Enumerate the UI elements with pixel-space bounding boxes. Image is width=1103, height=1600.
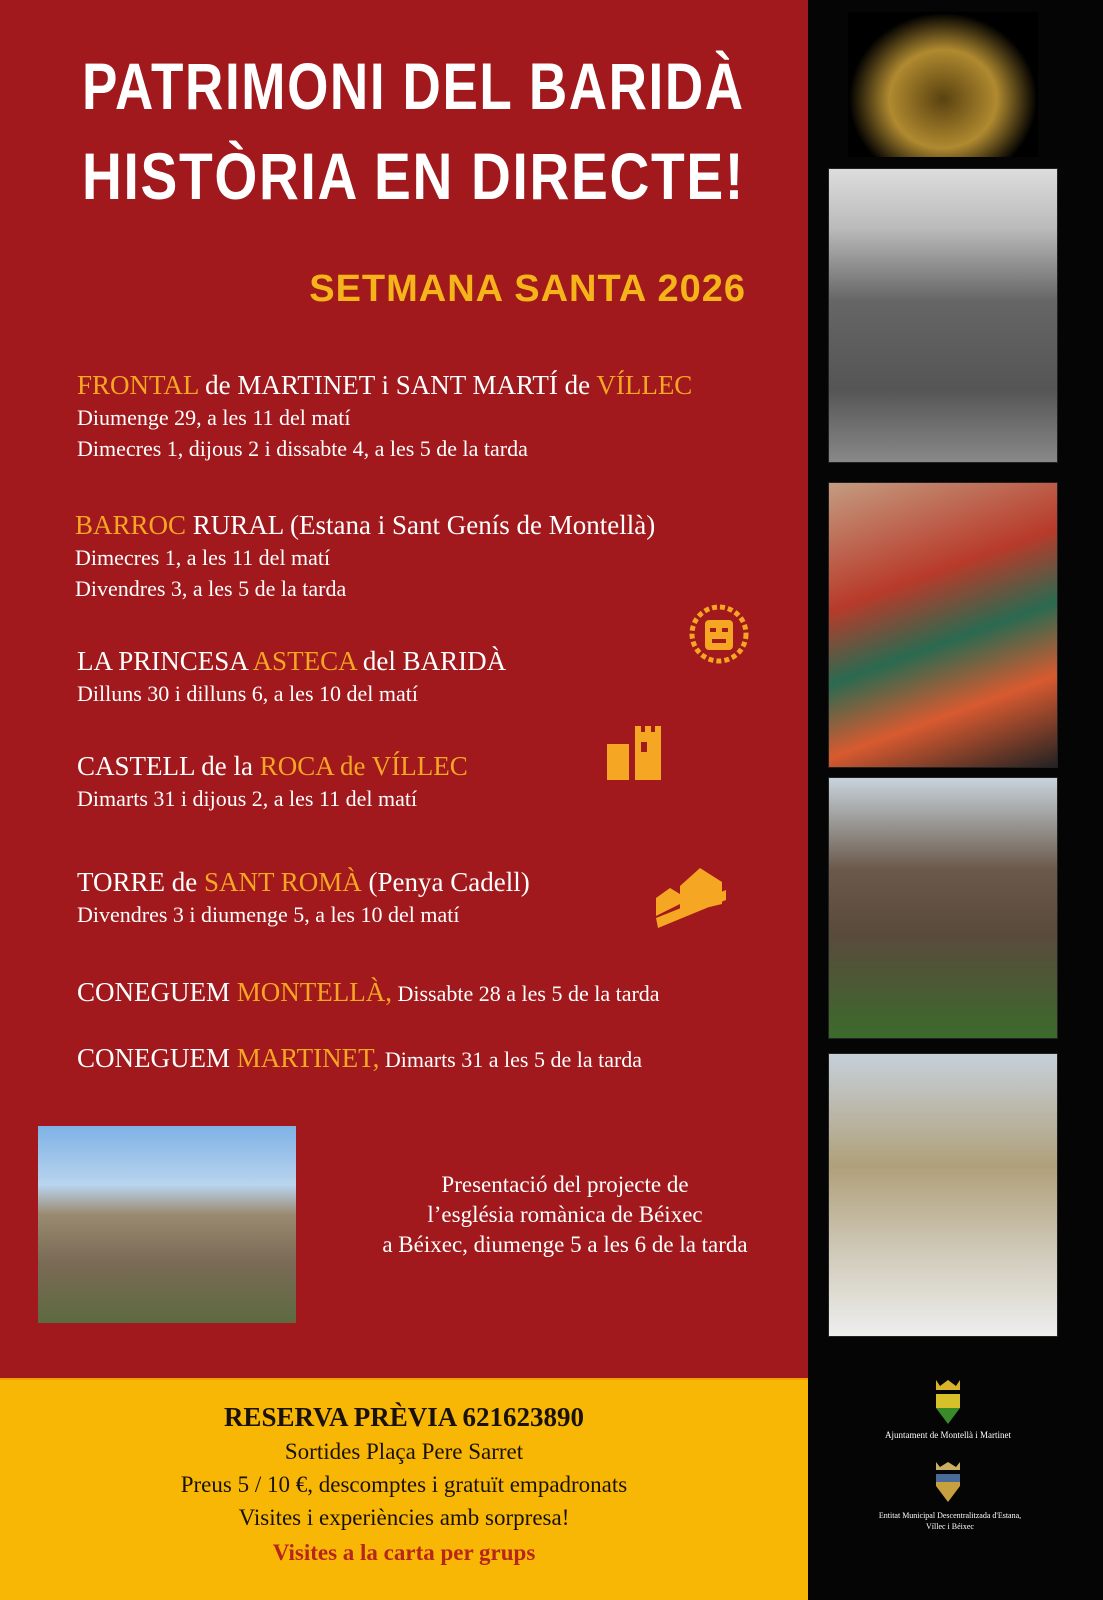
event-item — [77, 644, 506, 709]
surprise-text: Visites i experiències amb sorpresa! — [238, 1505, 570, 1530]
event-title-part: FRONTAL — [77, 370, 199, 400]
event-title-part: MONTELLÀ, — [236, 977, 392, 1007]
event-date: Divendres 3, a les 5 de la tarda — [75, 576, 347, 601]
beixec-church-photo — [38, 1126, 296, 1323]
title-line-1: PATRIMONI DEL BARIDÀ — [82, 49, 745, 123]
event-date: Dilluns 30 i dilluns 6, a les 10 del matí — [77, 681, 418, 706]
aztec-mask-icon — [688, 604, 750, 664]
presentation-text — [330, 1170, 800, 1260]
meeting-point: Sortides Plaça Pere Sarret — [284, 1439, 524, 1464]
event-title-part: de MARTINET i SANT MARTÍ de — [198, 370, 597, 400]
prices: Preus 5 / 10 €, descomptes i gratuït empadronats — [180, 1472, 628, 1497]
subtitle: SETMANA SANTA 2026 — [309, 268, 746, 310]
presentation-line: Presentació del projecte de — [441, 1172, 689, 1197]
stone-arch-photo — [828, 777, 1058, 1039]
event-title-part: MARTINET, — [236, 1043, 380, 1073]
event-title-part: (Penya Cadell) — [361, 867, 530, 897]
event-title-part: ROCA de VÍLLEC — [259, 751, 468, 781]
event-date: Divendres 3 i diumenge 5, a les 10 del matí — [77, 902, 460, 927]
event-title — [77, 975, 660, 1009]
event-title-part: CASTELL de la — [77, 751, 260, 781]
emd-coat-of-arms-icon — [930, 1460, 966, 1504]
event-item — [77, 749, 468, 814]
emd-logo-text: Entitat Municipal Descentralitzada d'Estana, Víllec i Béixec — [878, 1511, 1022, 1531]
event-title-part: VÍLLEC — [596, 370, 693, 400]
event-title-part: TORRE de — [77, 867, 204, 897]
event-date: Dimecres 1, dijous 2 i dissabte 4, a les 5 de la tarda — [77, 436, 528, 461]
event-title-part: CONEGUEM — [77, 977, 237, 1007]
event-item — [77, 975, 660, 1009]
chapel-altar-photo — [828, 1053, 1058, 1337]
event-date: Dissabte 28 a les 5 de la tarda — [391, 981, 660, 1006]
ajuntament-logo-text: Ajuntament de Montellà i Martinet — [885, 1430, 1011, 1440]
event-title — [75, 508, 655, 542]
event-date: Diumenge 29, a les 11 del matí — [77, 405, 351, 430]
event-item — [77, 865, 530, 930]
painting-restoration-photo — [828, 482, 1058, 768]
event-title — [77, 1041, 642, 1075]
event-title-part: ASTECA — [252, 646, 357, 676]
romanesque-church-photo — [828, 168, 1058, 463]
event-item — [77, 368, 692, 464]
event-date: Dimecres 1, a les 11 del matí — [75, 545, 331, 570]
castle-icon — [605, 722, 667, 782]
event-item — [77, 1041, 642, 1075]
presentation-line: a Béixec, diumenge 5 a les 6 de la tarda — [382, 1232, 748, 1257]
event-title-part: SANT ROMÀ — [204, 867, 362, 897]
event-title — [77, 749, 468, 783]
event-title — [77, 368, 692, 402]
reservation-phone: RESERVA PRÈVIA 621623890 — [223, 1402, 585, 1432]
event-title-part: BARROC — [75, 510, 187, 540]
title-line-2: HISTÒRIA EN DIRECTE! — [82, 139, 745, 213]
event-date: Dimarts 31 a les 5 de la tarda — [379, 1047, 643, 1072]
event-item — [75, 508, 655, 604]
event-title — [77, 865, 530, 899]
event-title-part: LA PRINCESA — [77, 646, 253, 676]
altarpiece-frame-photo — [848, 12, 1038, 157]
montella-coat-of-arms-icon — [928, 1378, 968, 1428]
photo-column — [808, 0, 1103, 1600]
footer-info — [0, 1378, 808, 1600]
event-title-part: RURAL (Estana i Sant Genís de Montellà) — [186, 510, 656, 540]
event-title-part: CONEGUEM — [77, 1043, 237, 1073]
event-date: Dimarts 31 i dijous 2, a les 11 del matí — [77, 786, 418, 811]
tower-hill-icon — [652, 858, 730, 930]
group-visits: Visites a la carta per grups — [272, 1540, 536, 1565]
event-title-part: del BARIDÀ — [356, 646, 507, 676]
event-title — [77, 644, 506, 678]
presentation-line: l’església romànica de Béixec — [427, 1202, 703, 1227]
